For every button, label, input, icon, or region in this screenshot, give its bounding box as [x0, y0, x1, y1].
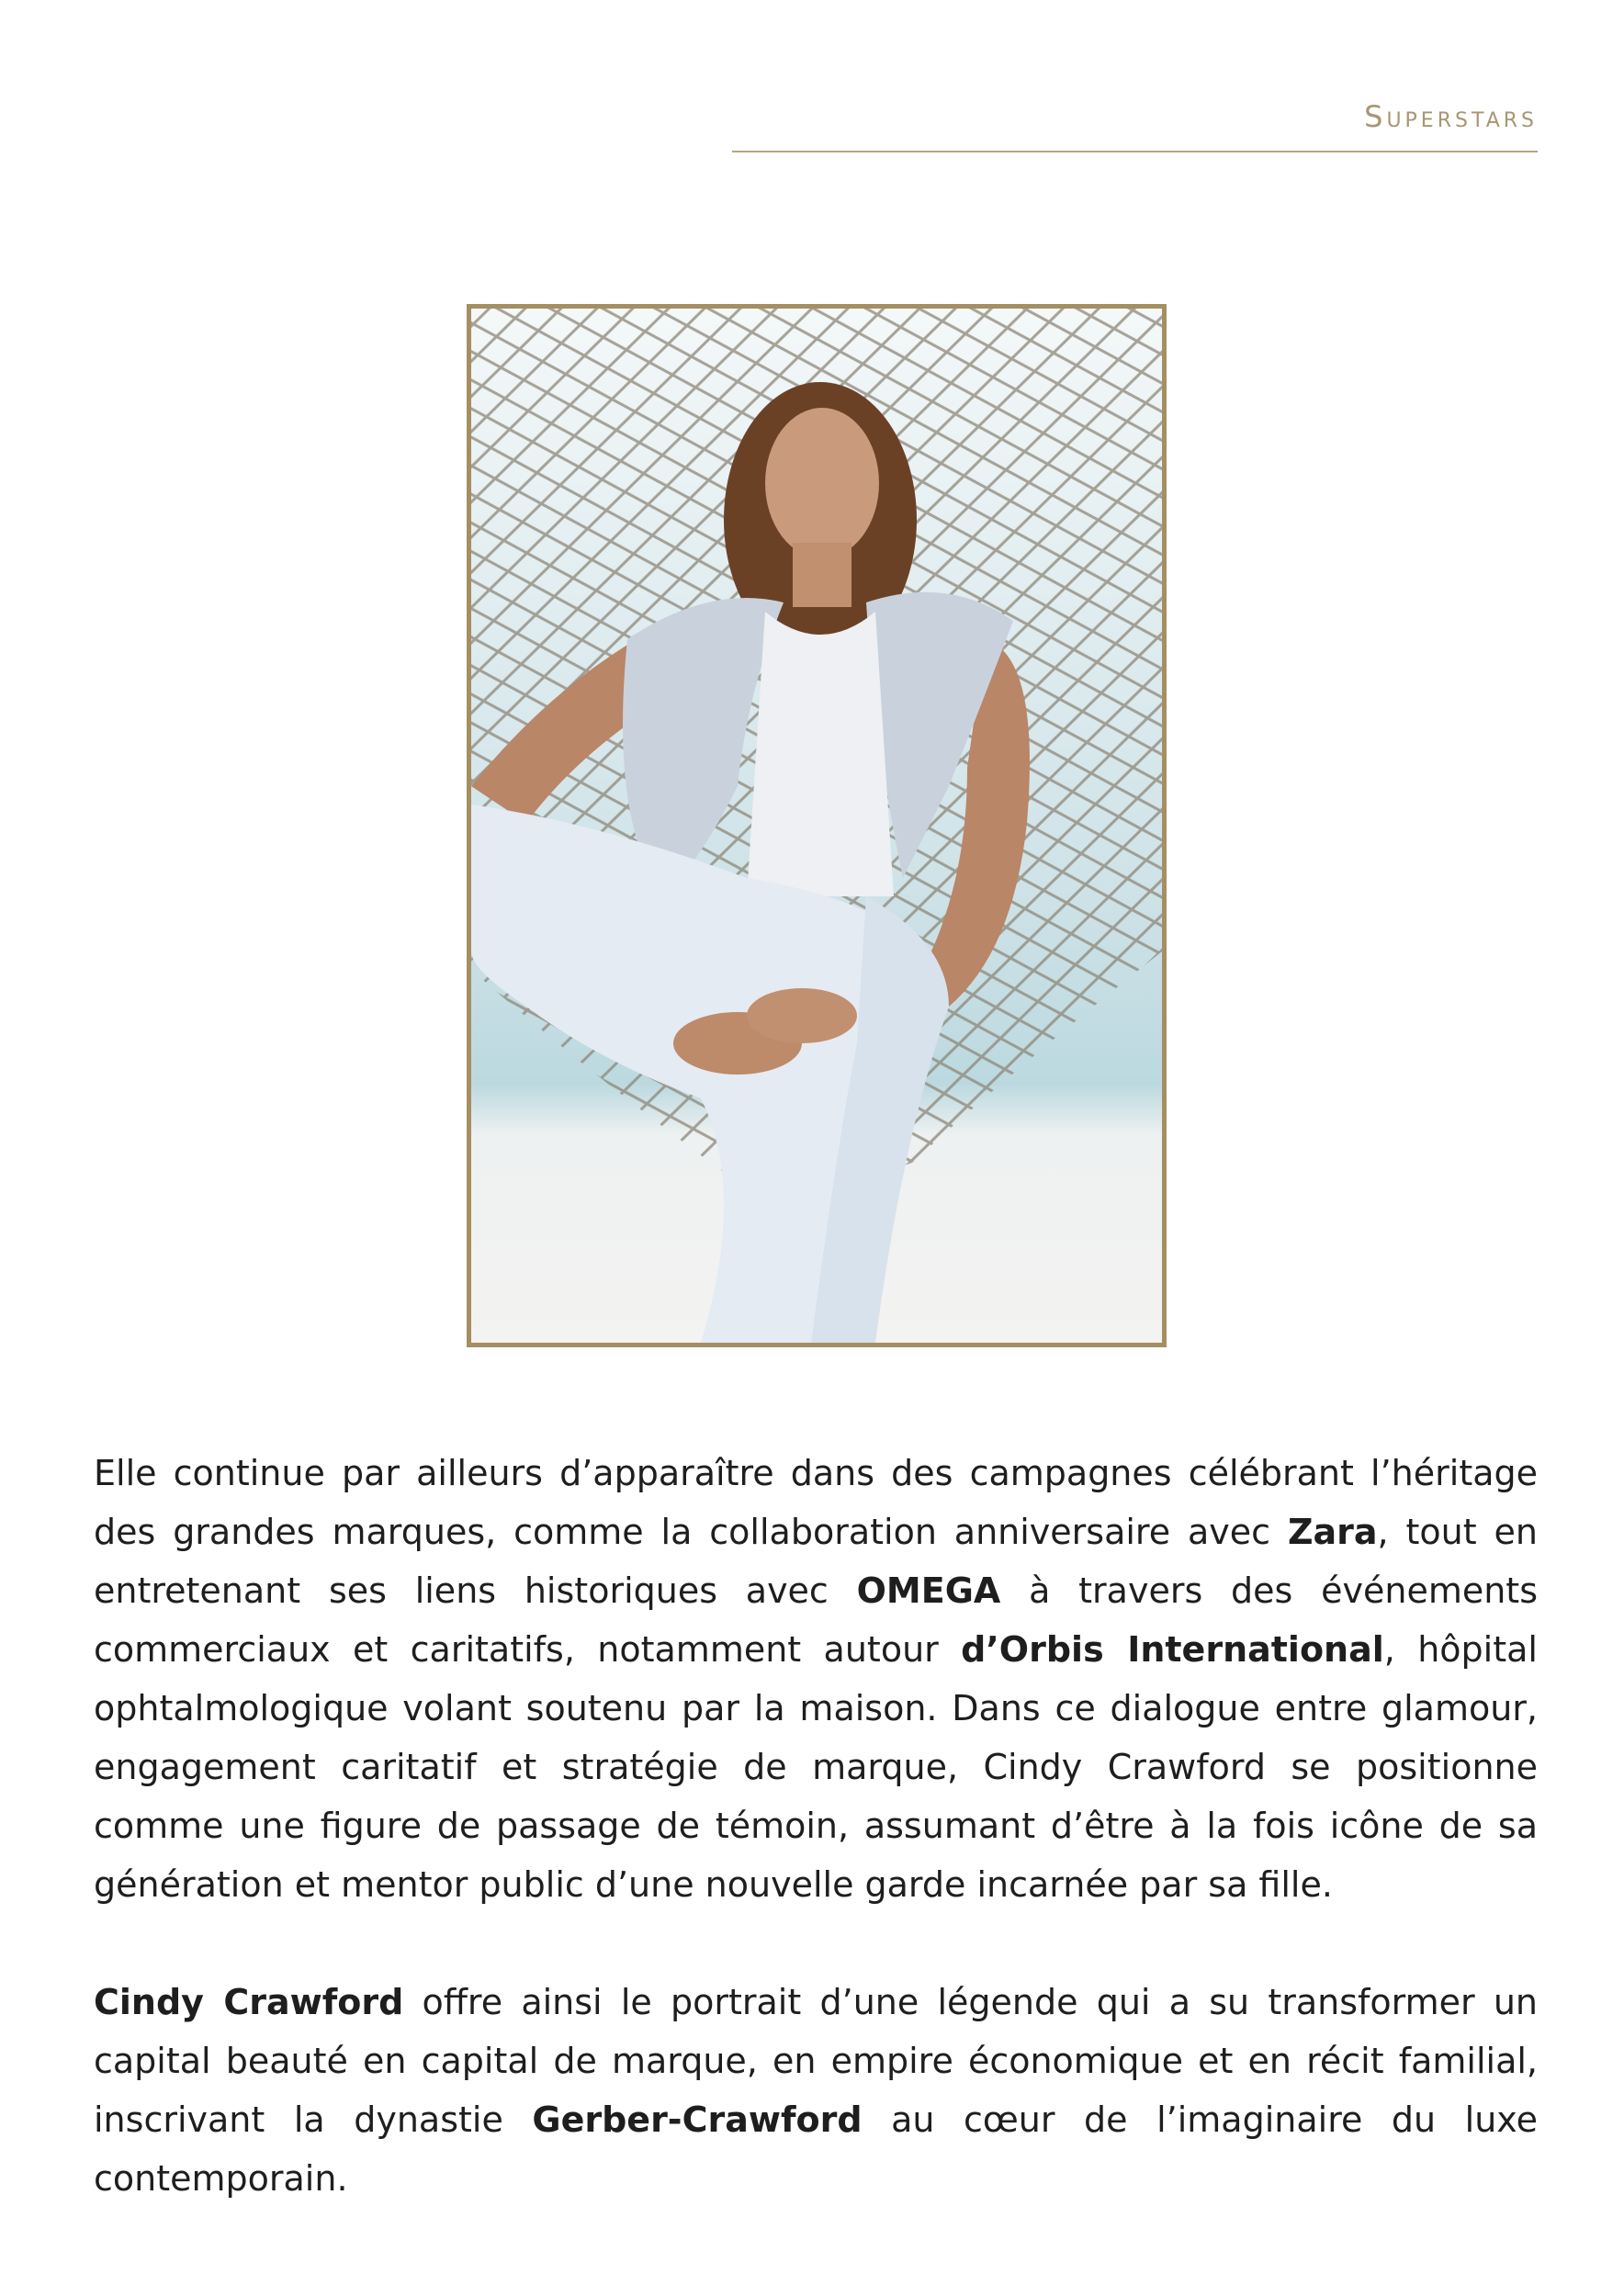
paragraph-text: , tout en entretenant ses liens historiques avec: [94, 1512, 1538, 1611]
bold-term-omega: OMEGA: [856, 1570, 1001, 1611]
paragraph-text: au cœur de l’imaginaire du luxe contemporain.: [94, 2099, 1539, 2199]
page-header: [732, 96, 1538, 152]
bold-term-cindy-crawford: Cindy Crawford: [94, 1982, 404, 2022]
bold-term-gerber-crawford: Gerber-Crawford: [532, 2099, 863, 2140]
portrait-photo-icon: [471, 309, 1162, 1343]
paragraph-text: à travers des événements commerciaux et caritatifs, notamment autour: [94, 1570, 1539, 1670]
paragraph-text: , hôpital ophtalmologique volant soutenu par la maison. Dans ce dialogue entre glamour, engagement caritatif et stratégie de marque, Cindy Crawford se positionne comme une figure de passage de témoin, assumant d’être à la fois icône de sa génération et mentor public d’une nouvelle garde incarnée par sa fille.: [94, 1629, 1538, 1905]
paragraph-1: [94, 1444, 1538, 1914]
section-title: Superstars: [1364, 99, 1538, 134]
paragraph-text: Elle continue par ailleurs d’apparaître dans des campagnes célébrant l’héritage des grandes marques, comme la collaboration anniversaire avec: [94, 1453, 1538, 1552]
bold-term-orbis: d’Orbis International: [961, 1629, 1384, 1670]
paragraph-2: [94, 1973, 1538, 2208]
paragraph-text: offre ainsi le portrait d’une légende qui a su transformer un capital beauté en capital de marque, en empire économique et en récit familial, inscrivant la dynastie: [94, 1982, 1539, 2140]
bold-term-zara: Zara: [1287, 1512, 1378, 1552]
article-body: [94, 1444, 1538, 2208]
portrait-photo: [467, 304, 1167, 1347]
